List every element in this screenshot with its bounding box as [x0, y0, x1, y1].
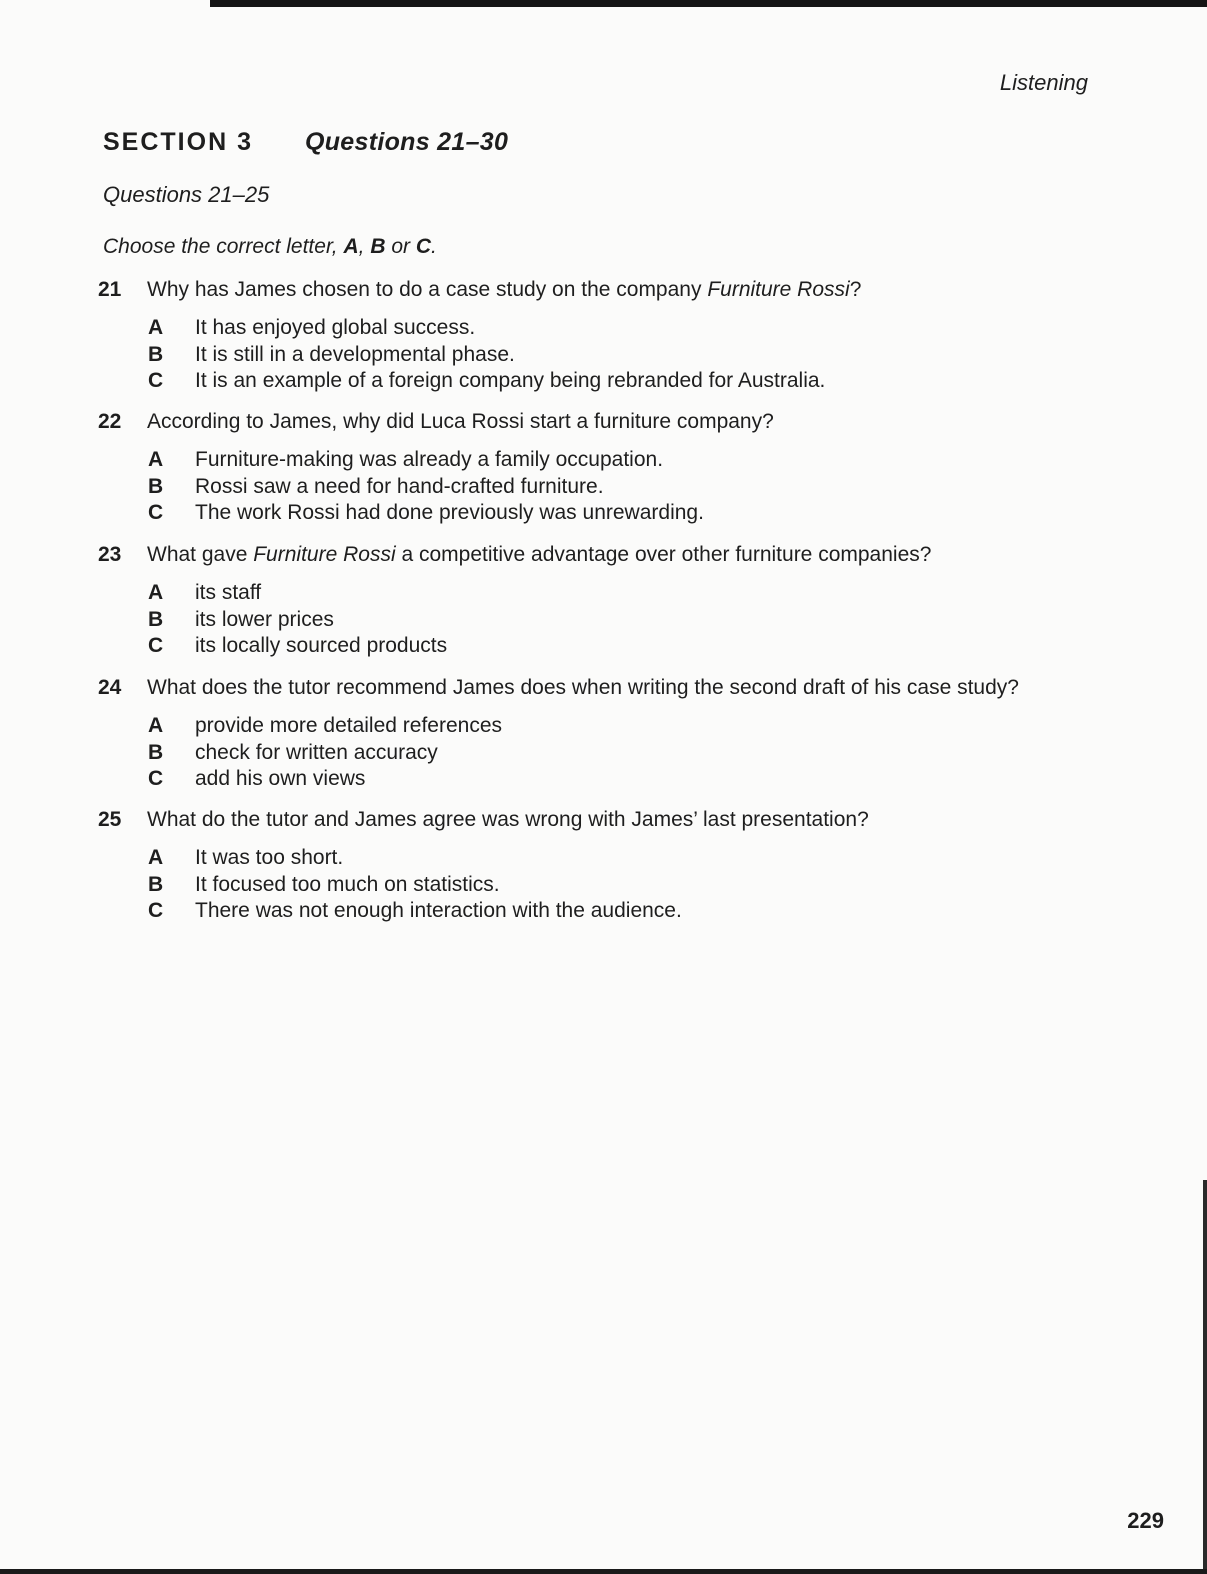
option-letter: B [148, 872, 164, 896]
option-text: It focused too much on statistics. [195, 872, 500, 896]
question-number: 21 [98, 278, 122, 301]
instruction-comma: , [358, 235, 371, 258]
option-letter: C [148, 501, 164, 524]
option-letter: B [148, 607, 164, 631]
option-letter: C [148, 767, 164, 790]
option-c [98, 634, 1088, 661]
company-name: Furniture Rossi [707, 278, 850, 301]
option-text: provide more detailed references [195, 714, 503, 737]
option-b [98, 608, 1088, 635]
option-letter: B [148, 474, 164, 498]
option-letter: A [148, 316, 164, 339]
answer-options [98, 316, 1088, 396]
instruction-letter-c: C [415, 235, 431, 258]
scan-edge-right [1203, 1180, 1207, 1574]
option-text: It is an example of a foreign company being rebranded for Australia. [195, 369, 826, 392]
option-b [98, 343, 1088, 370]
option-letter: A [148, 581, 164, 604]
option-letter: C [148, 899, 164, 922]
option-a [98, 846, 1088, 873]
question-25 [98, 808, 1088, 926]
scan-edge-bottom [0, 1569, 1207, 1574]
question-21 [98, 278, 1088, 396]
question-number: 25 [98, 808, 122, 831]
option-c [98, 369, 1088, 396]
option-letter: B [148, 740, 164, 764]
option-letter: C [148, 369, 164, 392]
answer-options [98, 581, 1088, 661]
option-letter: B [148, 342, 164, 366]
answer-options [98, 846, 1088, 926]
running-head: Listening [999, 70, 1088, 95]
question-number: 24 [98, 676, 122, 699]
company-name: Furniture Rossi [253, 543, 396, 566]
instruction-or: or [385, 235, 416, 258]
instruction-period: . [431, 235, 437, 258]
question-text: What gave Furniture Rossi a competitive advantage over other furniture companies? [147, 543, 932, 566]
option-text: There was not enough interaction with the audience. [195, 899, 682, 922]
section-questions-range: Questions 21–30 [304, 128, 509, 156]
option-b [98, 741, 1088, 768]
option-c [98, 767, 1088, 794]
option-text: Furniture-making was already a family occupation. [195, 448, 664, 471]
instruction-letter-b: B [370, 235, 386, 258]
option-text: It is still in a developmental phase. [195, 342, 515, 366]
option-text: Rossi saw a need for hand-crafted furniture. [195, 474, 604, 498]
instruction-letter-a: A [343, 235, 359, 258]
section-heading [103, 128, 508, 157]
question-number: 23 [98, 543, 122, 566]
question-text: According to James, why did Luca Rossi start a furniture company? [147, 410, 774, 433]
question-22 [98, 410, 1088, 528]
option-text: its staff [195, 581, 262, 604]
question-24 [98, 676, 1088, 794]
question-number: 22 [98, 410, 122, 433]
instruction-prefix: Choose the correct letter, [103, 235, 344, 258]
answer-options [98, 714, 1088, 794]
option-letter: A [148, 448, 164, 471]
option-a [98, 316, 1088, 343]
option-text: It has enjoyed global success. [195, 316, 476, 339]
section-label: SECTION 3 [103, 128, 253, 156]
option-b [98, 873, 1088, 900]
option-c [98, 501, 1088, 528]
option-text: The work Rossi had done previously was unrewarding. [195, 501, 704, 524]
option-letter: C [148, 634, 164, 657]
option-text: its locally sourced products [195, 634, 448, 657]
option-c [98, 899, 1088, 926]
option-a [98, 581, 1088, 608]
option-text: It was too short. [195, 846, 344, 869]
option-a [98, 448, 1088, 475]
question-text: What does the tutor recommend James does when writing the second draft of his case study? [147, 676, 1019, 699]
scan-edge-top [210, 0, 1207, 7]
question-23 [98, 543, 1088, 661]
question-text: Why has James chosen to do a case study on the company Furniture Rossi? [147, 278, 862, 301]
option-text: its lower prices [195, 607, 334, 631]
option-b [98, 475, 1088, 502]
option-letter: A [148, 714, 164, 737]
option-letter: A [148, 846, 164, 869]
option-a [98, 714, 1088, 741]
question-text: What do the tutor and James agree was wrong with James’ last presentation? [147, 808, 869, 831]
instruction [103, 235, 437, 259]
option-text: check for written accuracy [195, 740, 438, 764]
option-text: add his own views [195, 767, 366, 790]
questions-subheading: Questions 21–25 [103, 182, 270, 207]
page-number: 229 [1127, 1508, 1164, 1533]
answer-options [98, 448, 1088, 528]
